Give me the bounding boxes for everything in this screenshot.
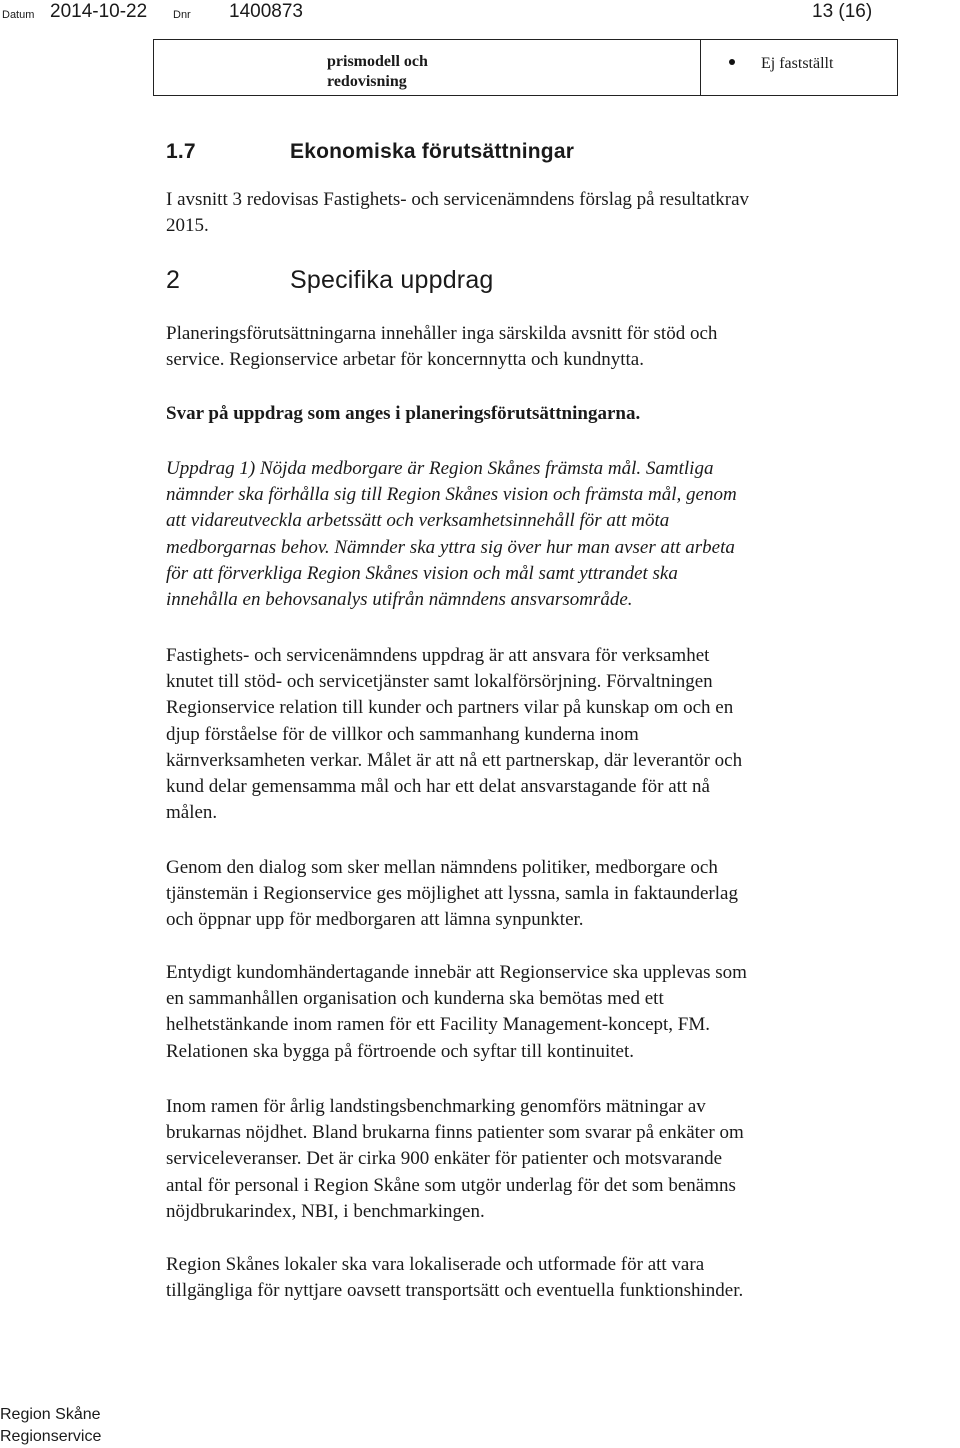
section-title: Specifika uppdrag <box>290 266 494 294</box>
text-line: Genom den dialog som sker mellan nämndens politiker, medborgare och <box>166 857 718 878</box>
dnr-number: 1400873 <box>229 1 303 22</box>
text-line: Relationen ska bygga på förtroende och syftar till kontinuitet. <box>166 1040 635 1062</box>
section-number: 2 <box>166 266 181 294</box>
text-line: Planeringsförutsättningarna innehåller inga särskilda avsnitt för stöd och <box>166 323 718 344</box>
status-table <box>153 39 898 96</box>
text-line: medborgarnas behov. Nämnder ska yttra sig över hur man avser att arbeta <box>166 536 735 558</box>
text-line: Entydigt kundomhändertagande innebär att Regionservice ska upplevas som <box>166 962 747 983</box>
status-table-status-cell <box>701 40 898 96</box>
text-line: Uppdrag 1) Nöjda medborgare är Region Skånes främsta mål. Samtliga <box>166 458 714 479</box>
dnr-label: Dnr <box>173 9 191 21</box>
text-line: helhetstänkande inom ramen för ett Facility Management-koncept, FM. <box>166 1014 710 1036</box>
text-line: Region Skånes lokaler ska vara lokaliserade och utformade för att vara <box>166 1254 705 1275</box>
text-line: och öppnar upp för medborgaren att lämna synpunkter. <box>166 909 584 931</box>
label-line: prismodell och <box>327 53 428 70</box>
text-line: målen. <box>166 802 218 824</box>
paragraph-kundomhandertagande <box>166 960 886 1065</box>
text-line: kund delar gemensamma mål och har ett delat ansvarstagande för att nå <box>166 776 710 798</box>
text-line: nämnder ska förhålla sig till Region Skånes vision och främsta mål, genom <box>166 484 737 506</box>
paragraph-lokaler <box>166 1252 886 1304</box>
section-1-7-paragraph <box>166 187 886 239</box>
text-line: 2015. <box>166 215 209 237</box>
table-row <box>154 40 898 96</box>
paragraph-benchmarking <box>166 1094 886 1225</box>
text-line: djup förståelse för de villkor och sammanhang kunderna inom <box>166 723 639 745</box>
text-line: nöjdbrukarindex, NBI, i benchmarkingen. <box>166 1200 485 1222</box>
paragraph-uppdrag-ansvar <box>166 643 886 826</box>
text-line: kärnverksamheten verkar. Målet är att nå ett partnerskap, där leverantör och <box>166 749 743 771</box>
status-table-label-cell <box>154 40 701 96</box>
text-line: knutet till stöd- och servicetjänster samt lokalförsörjning. Förvaltningen <box>166 671 713 693</box>
svar-heading: Svar på uppdrag som anges i planeringsförutsättningarna. <box>166 403 641 424</box>
page-footer <box>0 1404 101 1448</box>
footer-department: Regionservice <box>0 1428 102 1445</box>
bullet-icon <box>729 59 735 65</box>
text-line: en sammanhållen organisation och kunderna ska bemötas med ett <box>166 988 664 1010</box>
datum-label: Datum <box>2 9 35 21</box>
uppdrag-paragraph <box>166 456 886 613</box>
text-line: Regionservice relation till kunder och partners vilar på kunskap om och en <box>166 697 734 719</box>
document-date: 2014-10-22 <box>50 1 148 22</box>
text-line: tjänstemän i Regionservice ges möjlighet att lyssna, samla in faktaunderlag <box>166 883 738 905</box>
page-number: 13 (16) <box>812 1 873 22</box>
section-number: 1.7 <box>166 140 196 163</box>
text-line: innehålla en behovsanalys utifrån nämndens ansvarsområde. <box>166 589 633 611</box>
text-line: för att förverkliga Region Skånes vision och mål samt yttrandet ska <box>166 562 678 584</box>
section-1-7-heading <box>166 140 574 164</box>
text-line: att vidareutveckla arbetssätt och verksamhetsinnehåll för att möta <box>166 510 670 532</box>
text-line: Fastighets- och servicenämndens uppdrag är att ansvara för verksamhet <box>166 645 710 666</box>
section-2-paragraph <box>166 321 886 373</box>
footer-organization: Region Skåne <box>0 1406 101 1423</box>
paragraph-dialog <box>166 855 886 934</box>
page-header <box>0 0 960 30</box>
text-line: Inom ramen för årlig landstingsbenchmarking genomförs mätningar av <box>166 1096 706 1117</box>
text-line: tillgängliga för nyttjare oavsett transportsätt och eventuella funktionshinder. <box>166 1280 744 1302</box>
text-line: serviceleveranser. Det är cirka 900 enkäter för patienter och motsvarande <box>166 1148 723 1170</box>
status-value: Ej fastställt <box>761 55 834 72</box>
label-line: redovisning <box>327 73 407 90</box>
section-2-heading <box>166 266 494 295</box>
text-line: service. Regionservice arbetar för koncernnytta och kundnytta. <box>166 349 644 371</box>
text-line: brukarnas nöjdhet. Bland brukarna finns patienter som svarar på enkäter om <box>166 1122 744 1144</box>
section-title: Ekonomiska förutsättningar <box>290 140 575 163</box>
text-line: antal för personal i Region Skåne som utgör underlag för det som benämns <box>166 1174 736 1196</box>
text-line: I avsnitt 3 redovisas Fastighets- och servicenämndens förslag på resultatkrav <box>166 189 750 210</box>
